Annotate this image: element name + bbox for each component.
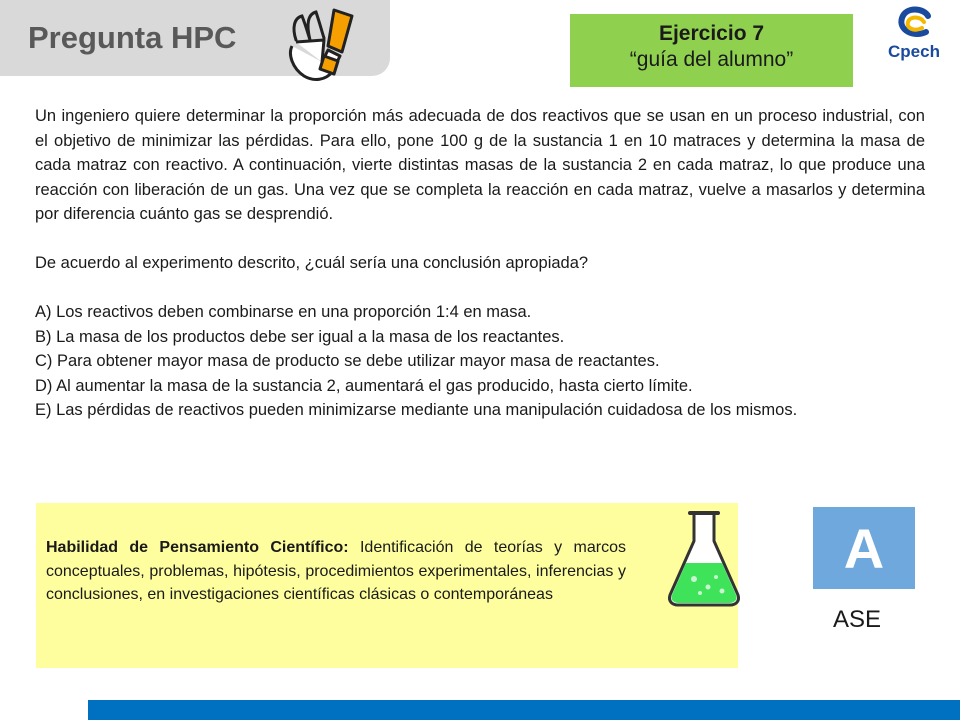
exercise-subtitle: “guía del alumno”	[629, 48, 794, 71]
skill-label: Habilidad de Pensamiento Científico:	[46, 539, 349, 556]
option-d: D) Al aumentar la masa de la sustancia 2, aumentará el gas producido, hasta cierto límite.	[35, 376, 693, 395]
option-b: B) La masa de los productos debe ser igual a la masa de los reactantes.	[35, 327, 565, 346]
skill-text	[46, 536, 626, 607]
option-c: C) Para obtener mayor masa de producto se debe utilizar mayor masa de reactantes.	[35, 352, 660, 370]
answer-code: ASE	[833, 606, 882, 633]
logo-text: Cpech	[888, 42, 940, 61]
answer-box	[813, 507, 915, 589]
question-block	[35, 104, 925, 423]
bottom-bar	[88, 700, 960, 720]
logo-mark-icon	[880, 4, 950, 44]
flask-icon	[664, 507, 744, 607]
skill-box	[36, 503, 738, 668]
title-tab	[0, 0, 390, 76]
pointing-hand-icon	[282, 6, 360, 86]
exercise-number: Ejercicio 7	[658, 22, 765, 45]
cpech-logo	[880, 4, 950, 66]
exercise-badge	[570, 14, 853, 87]
question-prompt: De acuerdo al experimento descrito, ¿cuál sería una conclusión apropiada?	[35, 254, 589, 272]
page-title: Pregunta HPC	[28, 20, 237, 55]
question-stem: Un ingeniero quiere determinar la proporción más adecuada de dos reactivos que se usan en un proceso industrial, con el objetivo de minimizar las pérdidas. Para ello, pone 100 g de la sustancia 1 en 10 matraces y determina la masa de cada matraz con reactivo. A continuación, vierte distintas masas de la sustancia 2 en cada matraz, lo que produce una reacción con liberación de un gas. Una vez que se completa la reacción en cada matraz, vuelve a masarlos y determina por diferencia cuánto gas se desprendió.	[35, 107, 925, 223]
option-a: A) Los reactivos deben combinarse en una proporción 1:4 en masa.	[35, 303, 532, 321]
option-e: E) Las pérdidas de reactivos pueden minimizarse mediante una manipulación cuidadosa de los mismos.	[35, 401, 798, 419]
skill-description: Identificación de teorías y marcos conceptuales, problemas, hipótesis, procedimientos experimentales, inferencias y conclusiones, en investigaciones científicas clásicas o contemporáneas	[46, 539, 626, 603]
answer-letter: A	[843, 516, 885, 580]
